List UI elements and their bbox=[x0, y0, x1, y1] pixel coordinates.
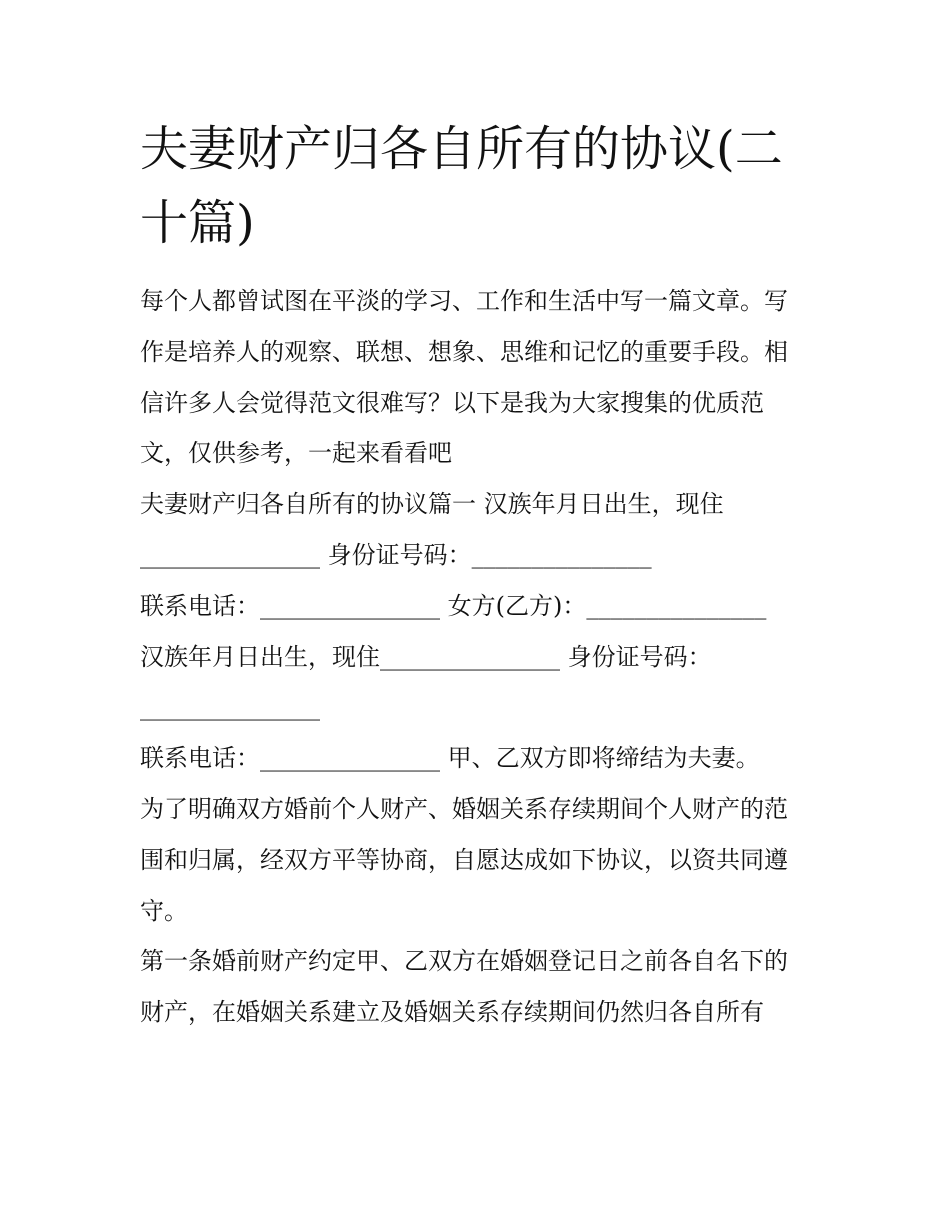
body-line: 夫妻财产归各自所有的协议篇一 汉族年月日出生，现住 bbox=[140, 490, 724, 519]
body-line: _______________ bbox=[140, 693, 320, 722]
body-line: 联系电话：_______________ 女方(乙方)：_______________ bbox=[140, 591, 767, 620]
body-line: 汉族年月日出生，现住_______________ 身份证号码： bbox=[140, 642, 712, 671]
body-line: _______________ 身份证号码：_______________ bbox=[140, 540, 652, 569]
title-line: 夫妻财产归各自所有的协议(二 bbox=[140, 121, 783, 177]
body-line: 每个人都曾试图在平淡的学习、工作和生活中写一篇文章。写 bbox=[140, 287, 788, 315]
body-line: 作是培养人的观察、联想、想象、思维和记忆的重要手段。相 bbox=[140, 337, 788, 366]
body-line: 联系电话：_______________ 甲、乙双方即将缔结为夫妻。 bbox=[140, 744, 760, 773]
body-line: 为了明确双方婚前个人财产、婚姻关系存续期间个人财产的范 bbox=[140, 794, 788, 823]
title-line: 十篇) bbox=[140, 195, 255, 251]
document-body bbox=[140, 276, 820, 1038]
body-line: 财产，在婚姻关系建立及婚姻关系存续期间仍然归各自所有 bbox=[140, 998, 764, 1027]
body-line: 文，仅供参考，一起来看看吧 bbox=[140, 439, 452, 468]
body-line: 围和归属，经双方平等协商，自愿达成如下协议，以资共同遵 bbox=[140, 845, 788, 874]
body-line: 信许多人会觉得范文很难写？以下是我为大家搜集的优质范 bbox=[140, 388, 764, 417]
body-line: 第一条婚前财产约定甲、乙双方在婚姻登记日之前各自名下的 bbox=[140, 947, 788, 976]
document-title bbox=[140, 112, 820, 260]
body-line: 守。 bbox=[140, 896, 188, 925]
